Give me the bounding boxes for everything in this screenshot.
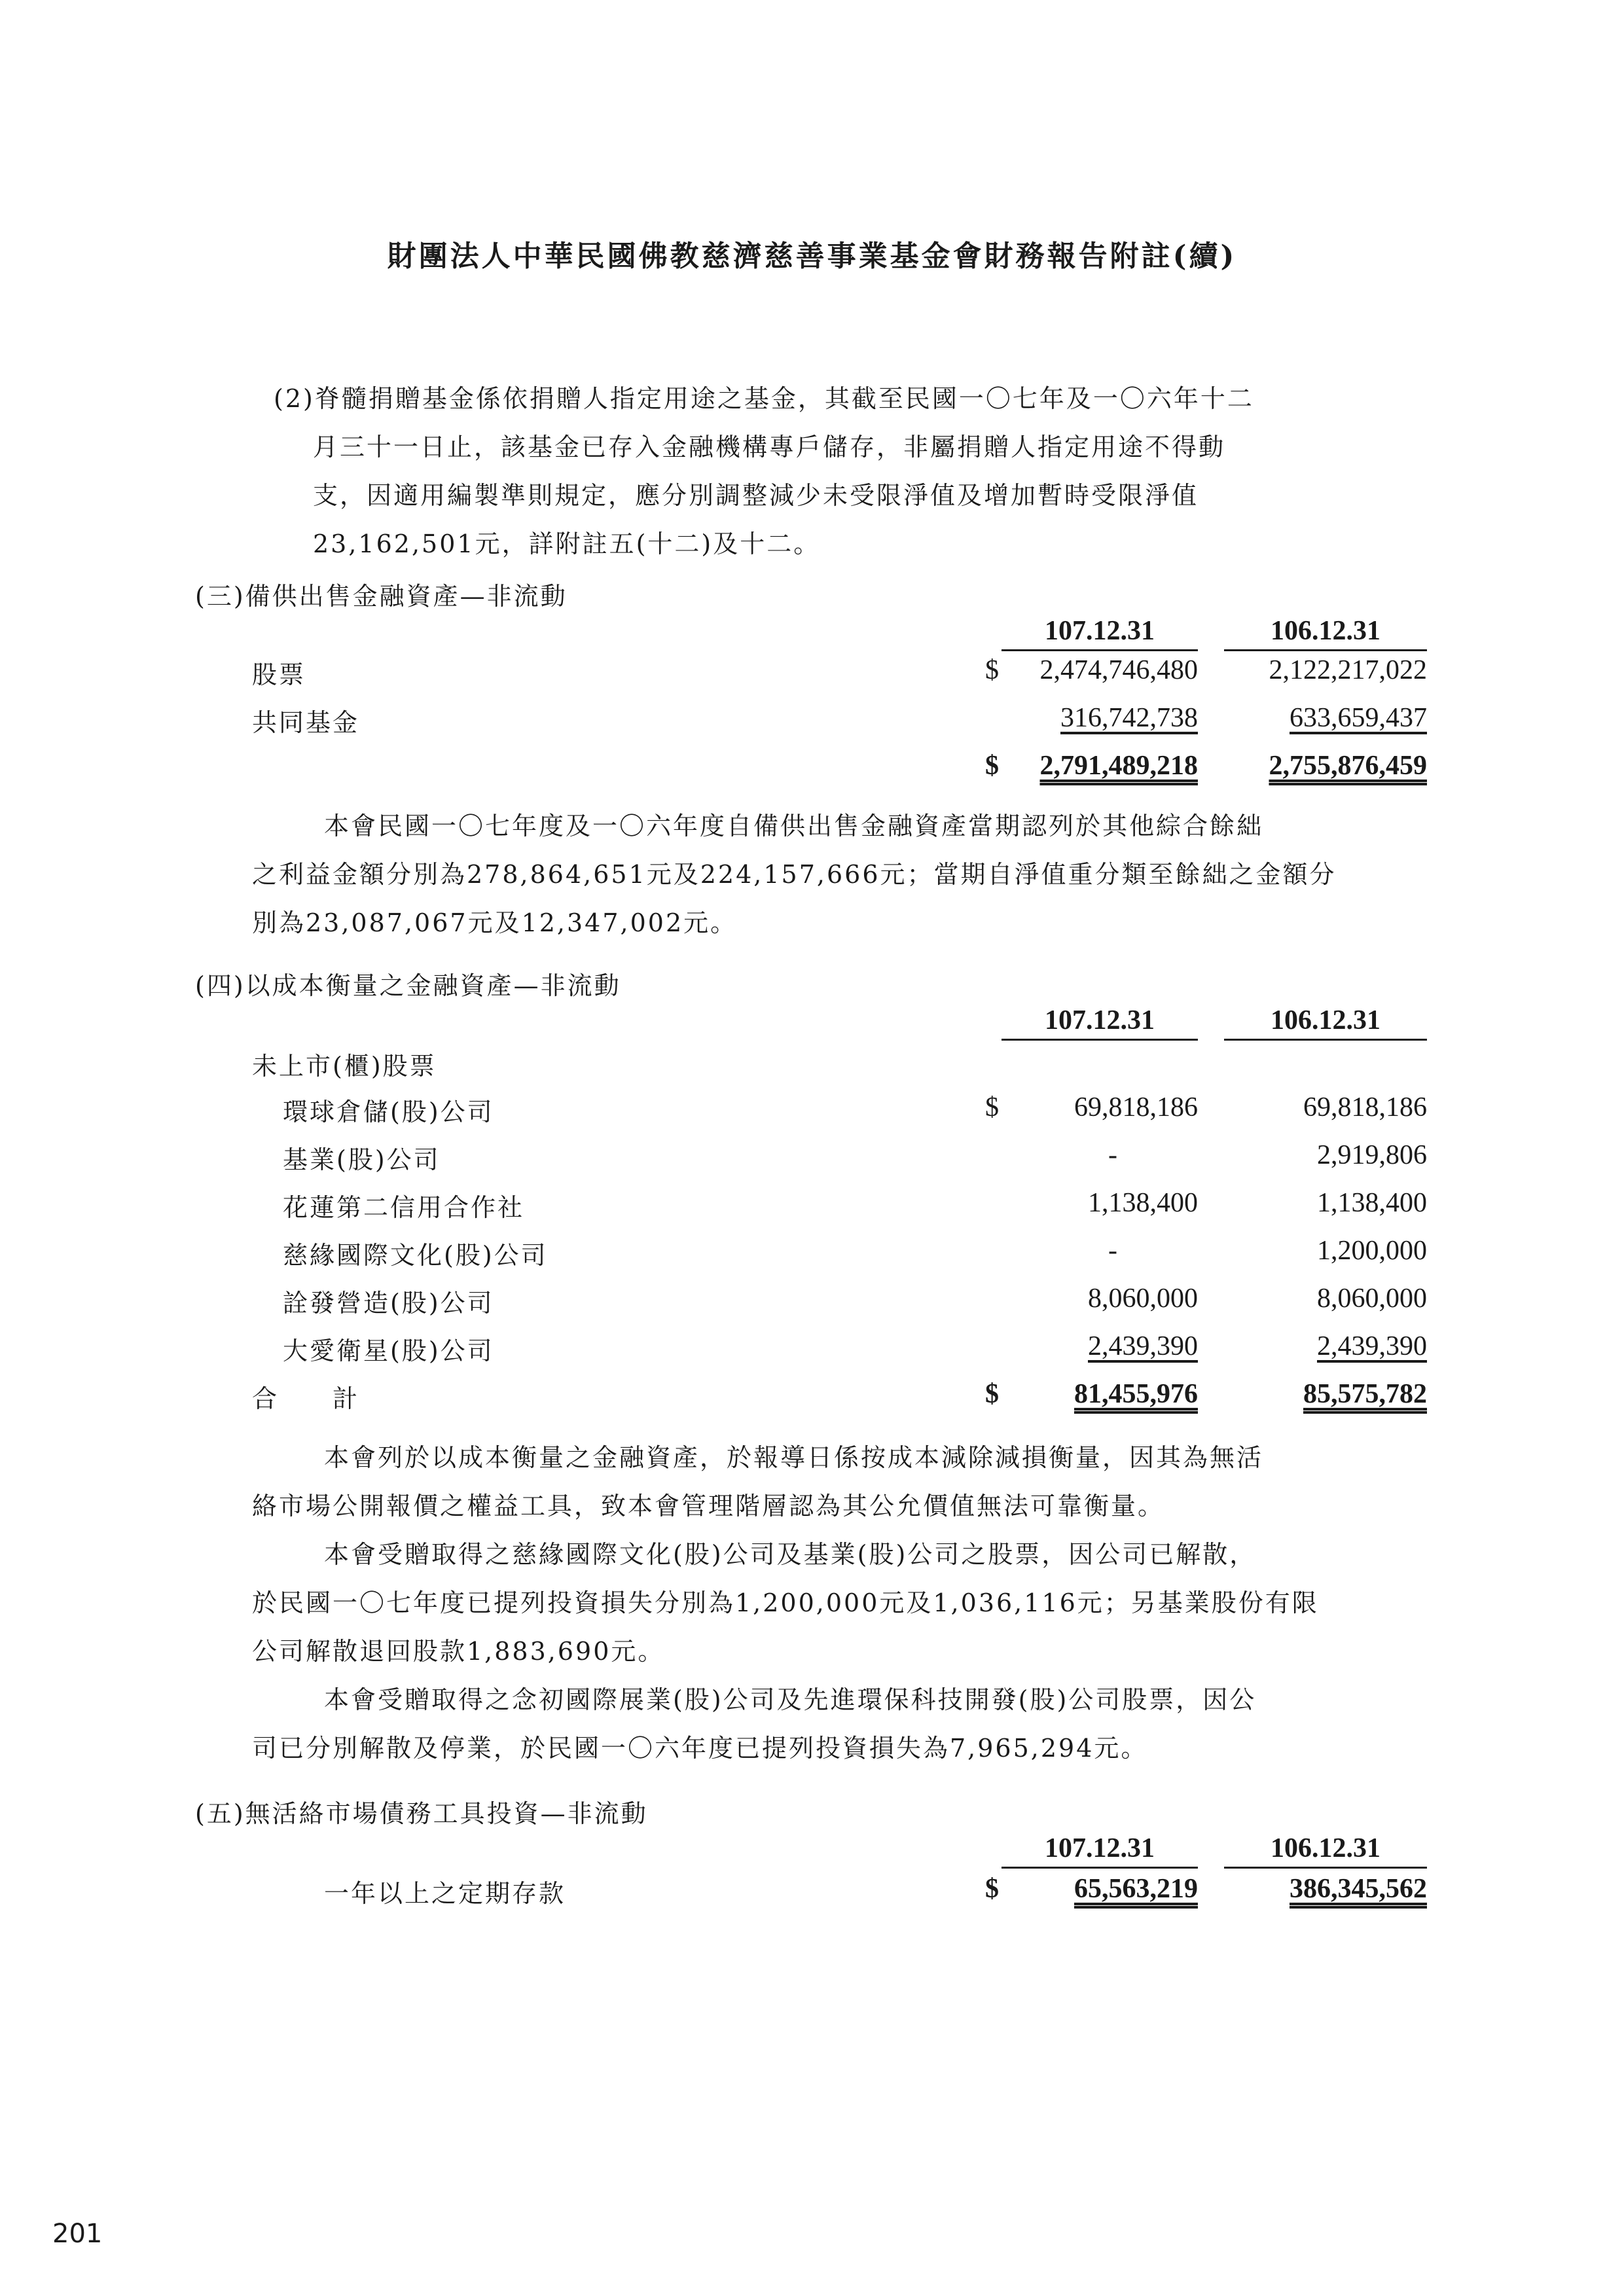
total-107: 81,455,976 — [1074, 1379, 1198, 1409]
row-label: 共同基金 — [252, 708, 360, 737]
column-header-107: 107.12.31 — [1001, 1833, 1198, 1869]
row-label: 花蓮第二信用合作社 — [283, 1193, 525, 1222]
intro-line: 23,162,501元，詳附註五(十二)及十二。 — [313, 529, 821, 558]
value-107: 8,060,000 — [1088, 1283, 1198, 1314]
table-header-row — [0, 1005, 1624, 1044]
value-106: 1,138,400 — [1317, 1188, 1427, 1218]
note-line: 公司解散退回股款1,883,690元。 — [252, 1637, 665, 1666]
value-106: 2,122,217,022 — [1269, 655, 1427, 685]
group-label-row — [0, 1046, 1624, 1085]
column-header-106: 106.12.31 — [1224, 1833, 1427, 1869]
group-label: 未上市(櫃)股票 — [252, 1052, 437, 1081]
document-title: 財團法人中華民國佛教慈濟慈善事業基金會財務報告附註(續) — [387, 240, 1237, 273]
note-line: 本會列於以成本衡量之金融資產，於報導日係按成本減除減損衡量，因其為無活 — [324, 1443, 1264, 1472]
note-line: 於民國一〇七年度已提列投資損失分別為1,200,000元及1,036,116元；另基業股份有限 — [252, 1588, 1319, 1617]
column-header-106: 106.12.31 — [1224, 1005, 1427, 1041]
value-107: 2,439,390 — [1088, 1331, 1198, 1361]
table-header-row — [0, 615, 1624, 655]
section-title: (五)無活絡市場債務工具投資—非流動 — [195, 1799, 648, 1828]
column-header-107: 107.12.31 — [1001, 615, 1198, 651]
column-header-107: 107.12.31 — [1001, 1005, 1198, 1041]
note-line: 司已分別解散及停業，於民國一〇六年度已提列投資損失為7,965,294元。 — [252, 1734, 1148, 1763]
total-107: 2,791,489,218 — [1039, 751, 1198, 781]
table-total-row — [0, 1378, 1624, 1418]
section-title: (四)以成本衡量之金融資產—非流動 — [195, 971, 621, 1000]
intro-paragraph — [274, 374, 1439, 568]
row-label: 詮發營造(股)公司 — [283, 1289, 494, 1318]
currency-sign: $ — [985, 1092, 999, 1122]
table-row — [0, 1331, 1624, 1370]
value-107: 69,818,186 — [1074, 1092, 1198, 1122]
value-107: 65,563,219 — [1074, 1874, 1198, 1904]
intro-line: (2)脊髓捐贈基金係依捐贈人指定用途之基金，其截至民國一〇七年及一〇六年十二 — [274, 384, 1254, 413]
intro-line: 支，因適用編製準則規定，應分別調整減少未受限淨值及增加暫時受限淨值 — [313, 481, 1199, 510]
row-label: 環球倉儲(股)公司 — [283, 1098, 494, 1126]
value-107: - — [1108, 1140, 1117, 1170]
section-title: (三)備供出售金融資產—非流動 — [195, 582, 568, 611]
table-header-row — [0, 1833, 1624, 1872]
row-label: 大愛衛星(股)公司 — [283, 1336, 494, 1365]
value-106: 633,659,437 — [1290, 703, 1427, 733]
table-row — [0, 1283, 1624, 1322]
currency-sign: $ — [985, 655, 999, 685]
table-row — [0, 655, 1624, 694]
table-total-row — [0, 750, 1624, 789]
value-106: 1,200,000 — [1317, 1236, 1427, 1266]
value-107: - — [1108, 1236, 1117, 1266]
value-107: 316,742,738 — [1060, 703, 1198, 733]
note-line: 之利益金額分別為278,864,651元及224,157,666元；當期自淨值重分類至餘絀之金額分 — [252, 860, 1337, 889]
note-line: 本會民國一〇七年度及一〇六年度自備供出售金融資產當期認列於其他綜合餘絀 — [324, 812, 1264, 840]
note-line: 本會受贈取得之慈緣國際文化(股)公司及基業(股)公司之股票，因公司已解散， — [324, 1540, 1257, 1569]
section-note — [252, 802, 1430, 947]
total-106: 2,755,876,459 — [1269, 751, 1427, 781]
note-line: 絡市場公開報價之權益工具，致本會管理階層認為其公允價值無法可靠衡量。 — [252, 1492, 1165, 1520]
total-106: 85,575,782 — [1303, 1379, 1427, 1409]
table-row — [0, 1235, 1624, 1274]
row-label: 股票 — [252, 660, 306, 689]
value-107: 1,138,400 — [1088, 1188, 1198, 1218]
value-107: 2,474,746,480 — [1039, 655, 1198, 685]
currency-sign: $ — [985, 751, 999, 781]
page-number: 201 — [52, 2219, 103, 2249]
table-row — [0, 1139, 1624, 1179]
table-row — [0, 702, 1624, 742]
value-106: 2,919,806 — [1317, 1140, 1427, 1170]
value-106: 69,818,186 — [1303, 1092, 1427, 1122]
section-note — [252, 1433, 1430, 1772]
table-row — [0, 1187, 1624, 1227]
row-label: 慈緣國際文化(股)公司 — [283, 1241, 548, 1270]
row-label: 基業(股)公司 — [283, 1145, 441, 1174]
value-106: 386,345,562 — [1290, 1874, 1427, 1904]
table-row — [0, 1092, 1624, 1131]
note-line: 本會受贈取得之念初國際展業(股)公司及先進環保科技開發(股)公司股票，因公 — [324, 1685, 1257, 1714]
table-row — [0, 1873, 1624, 1912]
total-label: 合 計 — [252, 1384, 360, 1413]
currency-sign: $ — [985, 1379, 999, 1409]
intro-line: 月三十一日止，該基金已存入金融機構專戶儲存，非屬捐贈人指定用途不得動 — [313, 433, 1226, 461]
row-label: 一年以上之定期存款 — [324, 1879, 566, 1908]
note-line: 別為23,087,067元及12,347,002元。 — [252, 908, 738, 937]
value-106: 8,060,000 — [1317, 1283, 1427, 1314]
currency-sign: $ — [985, 1874, 999, 1904]
value-106: 2,439,390 — [1317, 1331, 1427, 1361]
column-header-106: 106.12.31 — [1224, 615, 1427, 651]
